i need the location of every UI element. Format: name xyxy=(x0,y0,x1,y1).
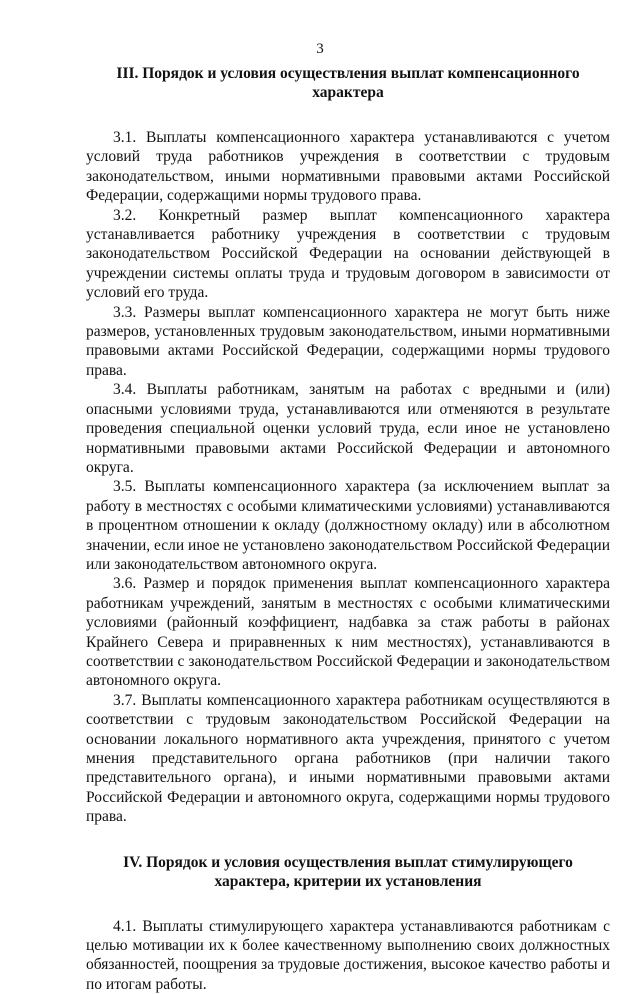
paragraph-3-5: 3.5. Выплаты компенсационного характера (за исключением выплат за работу в местностях с особыми климатическими условиями) устанавливаются в процентном отношении к окладу (должностному окладу) или в абсолютном значении, если иное не установлено законодательством Российской Федерации или законодательством автономного округа. xyxy=(86,478,610,573)
paragraph-3-4: 3.4. Выплаты работникам, занятым на работах с вредными и (или) опасными условиями труда, устанавливаются или отменяются в результате проведения специальной оценки условий труда, если иное не установлено нормативными правовыми актами Российской Федерации и автономного округа. xyxy=(86,381,610,476)
section-title-line: III. Порядок и условия осуществления выплат компенсационного xyxy=(116,65,580,82)
section-title-line: характера xyxy=(312,84,384,101)
page-number: 3 xyxy=(316,41,324,57)
document-body xyxy=(86,64,610,994)
paragraph-3-6: 3.6. Размер и порядок применения выплат компенсационного характера работникам учреждений, занятым в местностях с особыми климатическими условиями (районный коэффициент, надбавка за стаж работы в районах Крайнего Севера и приравненных к ним местностях), устанавливаются в соответствии с законодательством Российской Федерации и законодательством автономного округа. xyxy=(86,575,610,690)
section-title xyxy=(86,853,610,891)
paragraph-3-7: 3.7. Выплаты компенсационного характера работникам осуществляются в соответствии с трудовым законодательством Российской Федерации на основании локального нормативного акта учреждения, принятого с учетом мнения представительного органа работников (при наличии такого представительного органа), и иными нормативными правовыми актами Российской Федерации и автономного округа, содержащими нормы трудового права. xyxy=(86,691,610,826)
section-iv xyxy=(86,853,610,994)
paragraph-3-1: 3.1. Выплаты компенсационного характера устанавливаются с учетом условий труда работников учреждения в соответствии с трудовым законодательством, иными нормативными правовыми актами Российской Федерации, содержащими нормы трудового права. xyxy=(86,129,610,205)
paragraph-3-3: 3.3. Размеры выплат компенсационного характера не могут быть ниже размеров, установленных трудовым законодательством, иными нормативными правовыми актами Российской Федерации, содержащими нормы трудового права. xyxy=(86,303,610,379)
section-title-line: IV. Порядок и условия осуществления выплат стимулирующего xyxy=(123,853,573,871)
section-title xyxy=(86,64,610,102)
paragraph-3-2: 3.2. Конкретный размер выплат компенсационного характера устанавливается работнику учреждения в соответствии с трудовым законодательством Российской Федерации на основании действующей в учреждении системы оплаты труда и трудовым договором в зависимости от условий его труда. xyxy=(86,206,610,302)
section-title-line: характера, критерии их установления xyxy=(214,872,482,890)
paragraph-4-1: 4.1. Выплаты стимулирующего характера устанавливаются работникам с целью мотивации их к более качественному выполнению своих должностных обязанностей, поощрения за трудовые достижения, высокое качество работы и по итогам работы. xyxy=(86,917,610,993)
section-iii xyxy=(86,64,610,827)
